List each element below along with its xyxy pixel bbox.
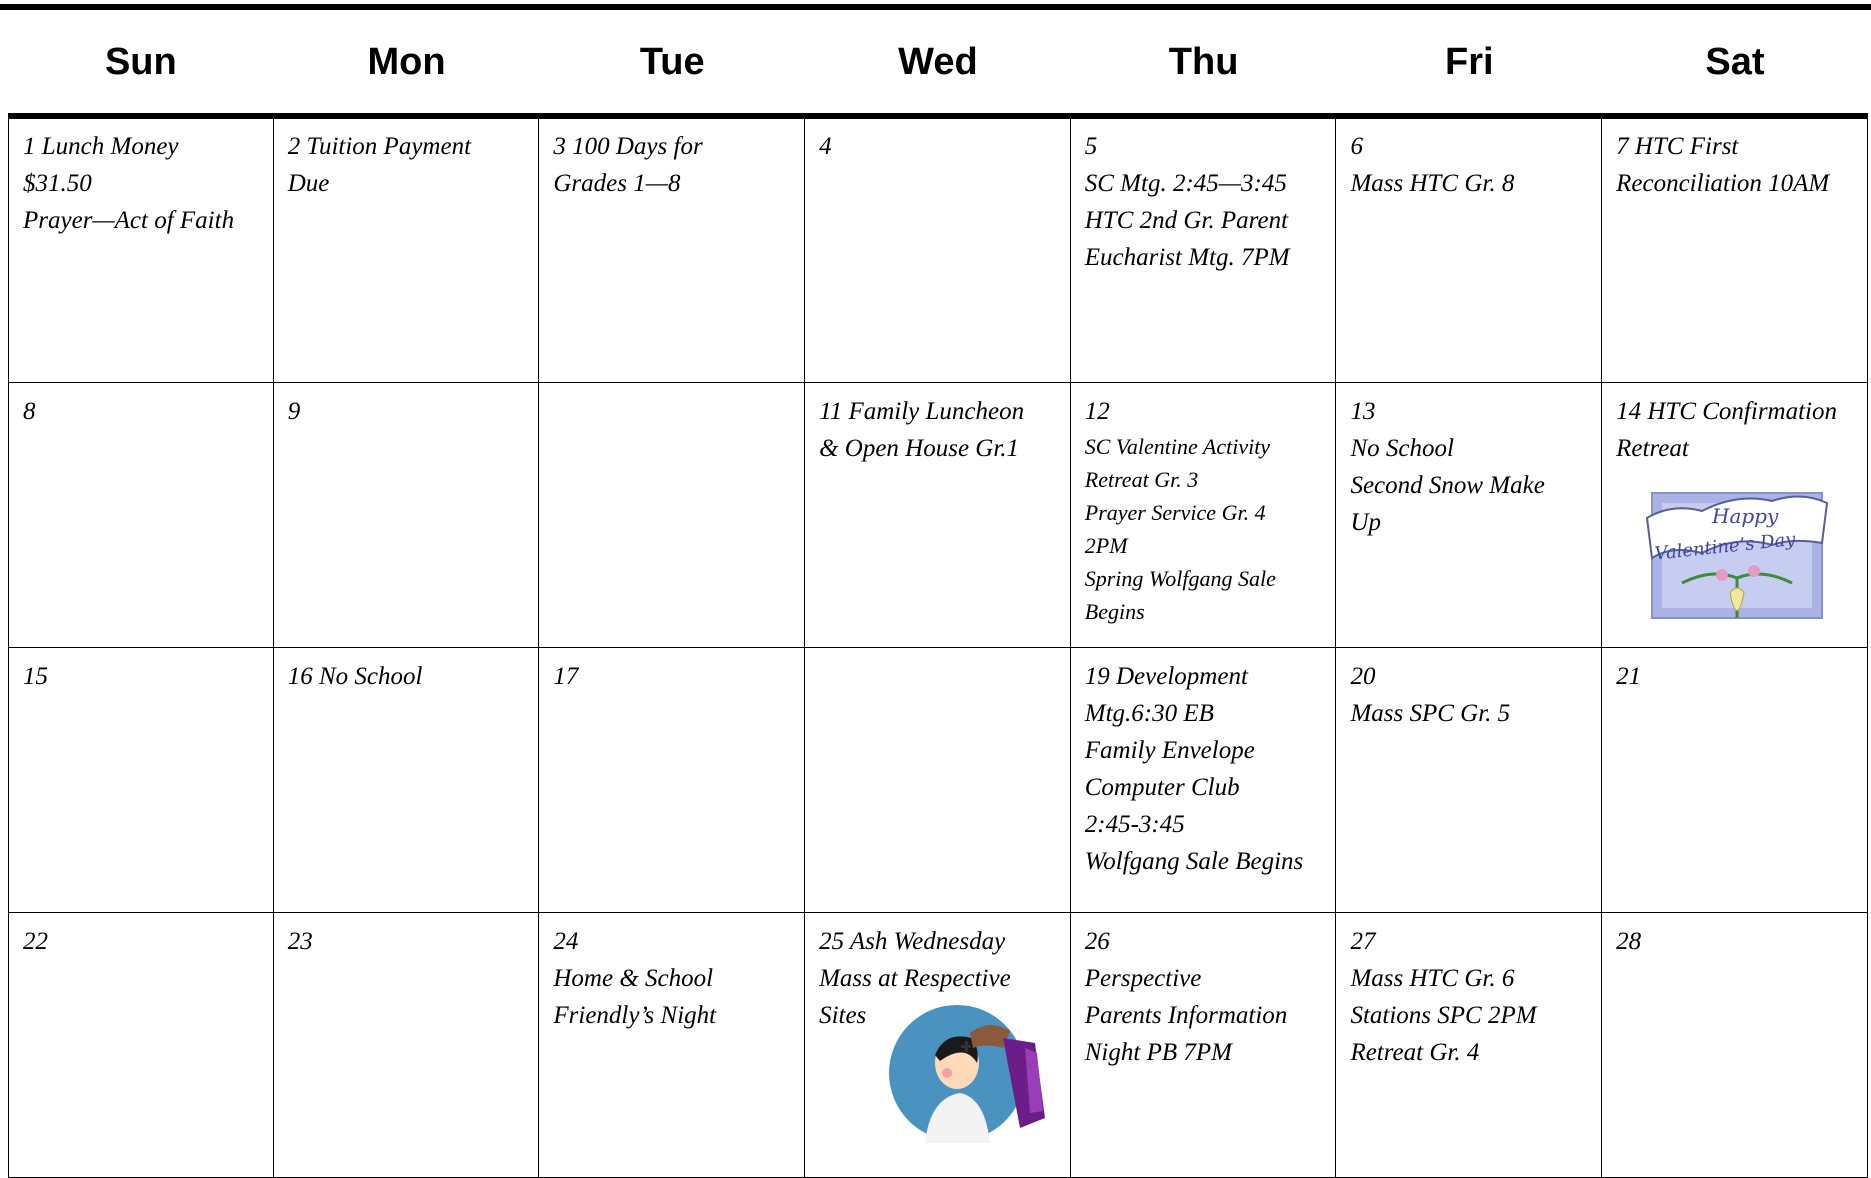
header-tue: Tue	[639, 41, 705, 83]
day-entry-line: Sites	[819, 1002, 867, 1029]
valentine-day-text: Valentine’s Day	[1653, 528, 1797, 565]
day-cell-fri	[1336, 118, 1602, 383]
day-entry-first: 22	[23, 928, 48, 955]
day-entry-line: 2PM	[1084, 533, 1128, 558]
day-entry-first: 20	[1350, 663, 1376, 690]
day-entry-line: Due	[287, 170, 330, 197]
day-entry-first: 17	[553, 663, 579, 690]
day-entry-line: Night PB 7PM	[1084, 1039, 1232, 1066]
day-entry-line: Mass at Respective	[819, 965, 1011, 992]
day-entry-line: Perspective	[1084, 965, 1202, 992]
day-entry-line: Second Snow Make	[1350, 472, 1545, 499]
header-fri: Fri	[1445, 41, 1494, 83]
day-entry-line: 2:45-3:45	[1084, 811, 1185, 838]
day-entry-first: 3 100 Days for	[553, 133, 703, 160]
week-row	[8, 913, 1868, 1178]
day-entry-first: 15	[23, 663, 48, 690]
day-cell-sat	[1602, 648, 1868, 913]
day-entry-line: No School	[1350, 435, 1454, 462]
day-entry-first: 9	[287, 398, 301, 425]
day-entry-line: SC Mtg. 2:45—3:45	[1084, 170, 1287, 197]
week-row	[8, 383, 1868, 648]
day-entry-line: Retreat	[1616, 435, 1689, 462]
day-entry-first: 11 Family Luncheon	[819, 398, 1025, 425]
week-row	[8, 118, 1868, 383]
day-cell-sun	[8, 913, 274, 1178]
day-entry-first: 23	[287, 928, 313, 955]
day-cell-sat	[1602, 383, 1868, 648]
day-cell-sat	[1602, 118, 1868, 383]
day-entry-first: 19 Development	[1084, 663, 1248, 690]
day-entry-first: 16 No School	[287, 663, 423, 690]
day-entry-first: 13	[1350, 398, 1376, 425]
day-entry-first: 24	[553, 928, 579, 955]
day-entry-line: Mtg.6:30 EB	[1084, 700, 1214, 727]
day-entry-line: Reconciliation 10AM	[1616, 170, 1830, 197]
day-entry-first: 6	[1350, 133, 1363, 160]
day-entry-line: Spring Wolfgang Sale	[1084, 566, 1276, 591]
calendar-grid	[8, 118, 1868, 1176]
day-cell-thu	[1071, 383, 1337, 648]
day-cell-fri	[1336, 383, 1602, 648]
day-entry-line: Mass SPC Gr. 5	[1350, 700, 1511, 727]
day-entry-first: 12	[1084, 398, 1110, 425]
day-entry-first: 8	[23, 398, 36, 425]
day-cell-tue	[539, 648, 805, 913]
day-entry-line: Wolfgang Sale Begins	[1084, 848, 1304, 875]
day-entry-first: 27	[1350, 928, 1376, 955]
day-cell-tue	[539, 383, 805, 648]
header-mon: Mon	[367, 41, 446, 83]
day-entry-first: 28	[1616, 928, 1642, 955]
day-entry-line: Retreat Gr. 4	[1350, 1039, 1480, 1066]
day-entry-line: Mass HTC Gr. 6	[1350, 965, 1515, 992]
day-entry-line: & Open House Gr.1	[819, 435, 1020, 462]
day-entry-line: Prayer—Act of Faith	[23, 207, 235, 234]
day-cell-fri	[1336, 648, 1602, 913]
day-cell-mon	[274, 383, 540, 648]
day-cell-mon	[274, 118, 540, 383]
header-sat: Sat	[1705, 41, 1765, 83]
day-entry-line: Home & School	[553, 965, 714, 992]
day-cell-wed	[805, 913, 1071, 1178]
day-cell-mon	[274, 913, 540, 1178]
weekday-header	[8, 10, 1868, 115]
day-entry-line: Eucharist Mtg. 7PM	[1084, 244, 1290, 271]
header-sun: Sun	[104, 41, 177, 83]
ash-wednesday-clipart	[885, 993, 1055, 1148]
day-entry-line: Grades 1—8	[553, 170, 681, 197]
day-entry-first: 25 Ash Wednesday	[819, 928, 1006, 955]
day-entry-line: Stations SPC 2PM	[1350, 1002, 1537, 1029]
header-wed: Wed	[898, 41, 978, 83]
day-cell-thu	[1071, 913, 1337, 1178]
day-entry-line: Family Envelope	[1084, 737, 1255, 764]
day-cell-tue	[539, 118, 805, 383]
day-cell-thu	[1071, 118, 1337, 383]
day-entry-first: 2 Tuition Payment	[287, 133, 472, 160]
day-entry-first: 4	[819, 133, 832, 160]
valentine-happy-text: Happy	[1712, 504, 1779, 528]
day-cell-fri	[1336, 913, 1602, 1178]
day-entry-line: $31.50	[23, 170, 92, 197]
day-entry-line: Parents Information	[1084, 1002, 1288, 1029]
day-cell-sat	[1602, 913, 1868, 1178]
day-entry-line: Friendly’s Night	[553, 1002, 717, 1029]
day-entry-first: 1 Lunch Money	[23, 133, 179, 160]
valentine-clipart	[1642, 483, 1832, 633]
week-row	[8, 648, 1868, 913]
day-cell-wed	[805, 648, 1071, 913]
day-entry-line: Retreat Gr. 3	[1084, 467, 1199, 492]
day-entry-first: 21	[1616, 663, 1642, 690]
day-entry-first: 5	[1084, 133, 1098, 160]
day-cell-thu	[1071, 648, 1337, 913]
day-entry-line: SC Valentine Activity	[1084, 434, 1271, 459]
day-cell-sun	[8, 383, 274, 648]
day-cell-wed	[805, 118, 1071, 383]
day-entry-line: Up	[1350, 509, 1381, 536]
day-entry-line: Begins	[1084, 599, 1145, 624]
day-cell-mon	[274, 648, 540, 913]
day-entry-line: Computer Club	[1084, 774, 1240, 801]
day-cell-sun	[8, 118, 274, 383]
day-entry-first: 14 HTC Confirmation	[1616, 398, 1837, 425]
day-entry-first: 26	[1084, 928, 1110, 955]
day-cell-wed	[805, 383, 1071, 648]
header-thu: Thu	[1168, 41, 1239, 83]
day-entry-line: HTC 2nd Gr. Parent	[1084, 207, 1289, 234]
day-cell-tue	[539, 913, 805, 1178]
day-entry-first: 7 HTC First	[1616, 133, 1739, 160]
day-cell-sun	[8, 648, 274, 913]
day-entry-line: Mass HTC Gr. 8	[1350, 170, 1515, 197]
day-entry-line: Prayer Service Gr. 4	[1084, 500, 1266, 525]
